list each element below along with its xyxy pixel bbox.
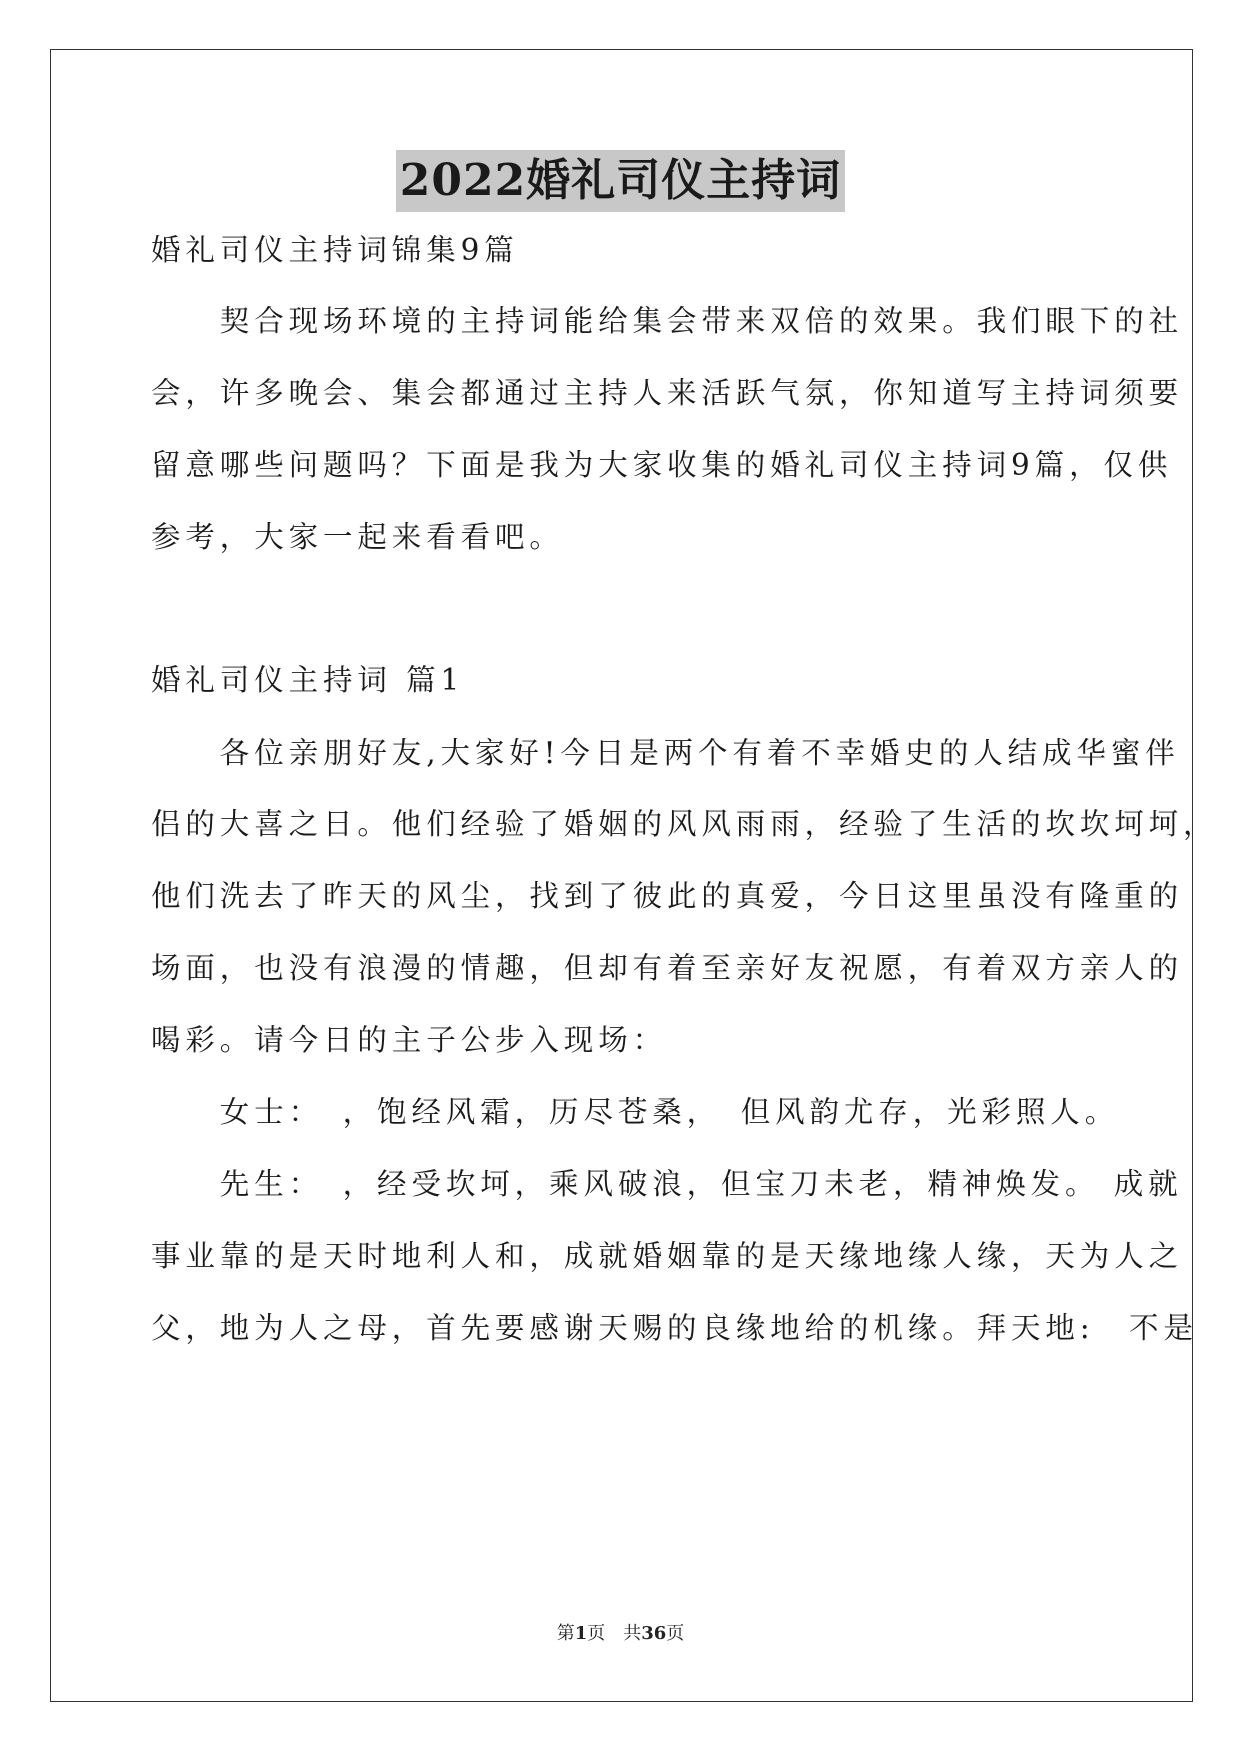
paragraph-line: 契合现场环境的主持词能给集会带来双倍的效果。我们眼下的社 [151, 304, 1184, 338]
footer-middle: 页 共 [587, 1623, 642, 1644]
section-heading: 婚礼司仪主持词 篇1 [151, 663, 465, 697]
paragraph-line: 事业靠的是天时地利人和，成就婚姻靠的是天缘地缘人缘，天为人之 [151, 1239, 1184, 1273]
footer-total-pages: 36 [641, 1623, 667, 1644]
footer-suffix: 页 [666, 1623, 685, 1644]
section-subtitle: 婚礼司仪主持词锦集9篇 [151, 233, 519, 267]
footer-prefix: 第 [556, 1623, 575, 1644]
paragraph-line: 场面，也没有浪漫的情趣，但却有着至亲好友祝愿，有着双方亲人的 [151, 951, 1184, 985]
title-container [0, 150, 1241, 212]
paragraph-line: 女士： ，饱经风霜，历尽苍桑， 但风韵尤存，光彩照人。 [151, 1095, 1120, 1129]
paragraph-line: 先生： ，经受坎坷，乘风破浪，但宝刀未老，精神焕发。 成就 [151, 1167, 1183, 1201]
paragraph-line: 喝彩。请今日的主子公步入现场： [151, 1023, 668, 1057]
paragraph-line: 侣的大喜之日。他们经验了婚姻的风风雨雨，经验了生活的坎坎坷坷， [151, 807, 1218, 841]
paragraph-line: 他们洗去了昨天的风尘，找到了彼此的真爱，今日这里虽没有隆重的 [151, 879, 1184, 913]
page-footer [0, 1621, 1241, 1647]
paragraph-line: 会，许多晚会、集会都通过主持人来活跃气氛，你知道写主持词须要 [151, 376, 1184, 410]
paragraph-line: 留意哪些问题吗？下面是我为大家收集的婚礼司仪主持词9篇，仅供 [151, 448, 1173, 482]
footer-page-number: 1 [574, 1623, 588, 1644]
paragraph-line: 各位亲朋好友,大家好!今日是两个有着不幸婚史的人结成华蜜伴 [151, 736, 1180, 770]
paragraph-line: 参考，大家一起来看看吧。 [151, 520, 564, 554]
paragraph-line: 父，地为人之母，首先要感谢天赐的良缘地给的机缘。拜天地: 不是 [151, 1311, 1198, 1345]
document-title: 2022婚礼司仪主持词 [396, 150, 845, 212]
